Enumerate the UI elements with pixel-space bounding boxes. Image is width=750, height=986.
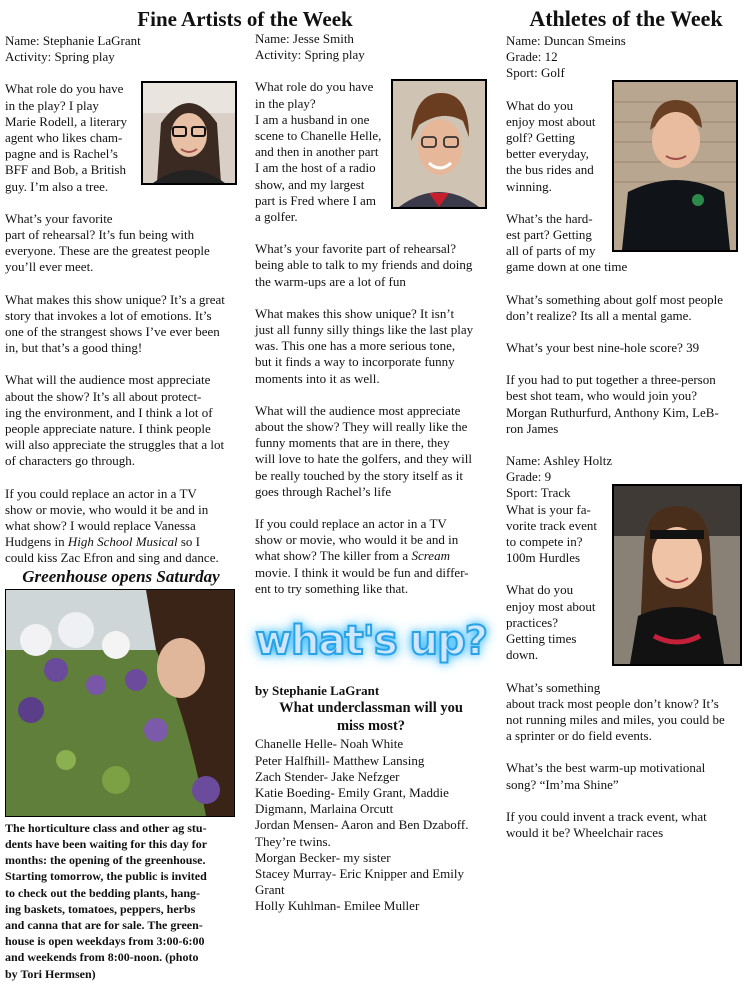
answer-role: What role do you have in the play? I play Marie Rodell, a literary agent who likes cham- pagne and is Rachel’s BFF and Bob, a British guy. I’m also a tree. bbox=[5, 81, 128, 194]
answer-favorite-part: What’s your favorite part of rehearsal? It’s fun being with everyone. These are the greatest people you’ll ever meet. bbox=[5, 210, 210, 275]
whats-up-logo: what's up? bbox=[255, 617, 487, 664]
answer-replace-actor: If you could replace an actor in a TV show or movie, who would it be and in what show? I would replace Vanessa Hudgens in High School Musical so I could kiss Zac Efron and sing and dance. bbox=[5, 485, 219, 566]
photo-stephanie-lagrant bbox=[141, 81, 237, 185]
list-item: Digmann, Marlaina Orcutt bbox=[255, 801, 394, 817]
golf-answer-enjoy: What do you enjoy most about golf? Getting better everyday, the bus rides and winning. bbox=[506, 97, 596, 194]
greenhouse-caption: The horticulture class and other ag stu- dents have been waiting for this day for months: the opening of the greenhouse. Starting tomorrow, the public is invited to check out the bedding plants, hang- ing baskets, tomatoes, peppers, herbs and canna that are for sale. The green- house is open weekdays from 3:00-6:00 and weekends from 8:00-noon. (photo by Tori Hermsen) bbox=[5, 820, 208, 981]
list-item: Stacey Murray- Eric Knipper and Emily bbox=[255, 865, 465, 881]
golf-answer-hardest: What’s the hard- est part? Getting all of parts of my game down at one time bbox=[506, 210, 628, 275]
greenhouse-header: Greenhouse opens Saturday bbox=[22, 566, 220, 586]
profile-activity: Activity: Spring play bbox=[255, 47, 365, 63]
profile-info bbox=[5, 33, 237, 65]
athlete-info: Name: Ashley Holtz Grade: 9 Sport: Track bbox=[506, 453, 613, 501]
column-fine-artists-2 bbox=[255, 31, 487, 915]
list-item: Jordan Mensen- Aaron and Ben Dzaboff. bbox=[255, 817, 469, 833]
athlete-info: Name: Duncan Smeins Grade: 12 Sport: Golf bbox=[506, 33, 626, 81]
byline: by Stephanie LaGrant bbox=[255, 683, 380, 699]
profile-name: Name: Stephanie LaGrant bbox=[5, 33, 141, 48]
track-answer-practices: What do you enjoy most about practices? Getting times down. bbox=[506, 582, 596, 663]
list-item: Holly Kuhlman- Emilee Muller bbox=[255, 898, 420, 914]
track-answer-favorite: What is your fa- vorite track event to compete in? 100m Hurdles bbox=[506, 501, 597, 566]
survey-question: What underclassman will you miss most? bbox=[279, 700, 463, 735]
photo-greenhouse bbox=[5, 589, 235, 817]
golf-answer-score: What’s your best nine-hole score? 39 bbox=[506, 340, 700, 356]
survey-answers bbox=[255, 736, 487, 914]
answer-favorite-part: What’s your favorite part of rehearsal? being able to talk to my friends and doing the warm-ups are a lot of fun bbox=[255, 241, 473, 289]
list-item: Zach Stender- Jake Nefzger bbox=[255, 768, 400, 784]
profile-activity: Activity: Spring play bbox=[5, 49, 115, 65]
list-item: Grant bbox=[255, 882, 285, 898]
answer-unique: What makes this show unique? It’s a great story that invokes a lot of emotions. It’s one of the strangest shows I’ve ever been in, but that’s a good thing! bbox=[5, 291, 225, 356]
golf-answer-realize: What’s something about golf most people don’t realize? Its all a mental game. bbox=[506, 291, 723, 323]
section-header-athletes: Athletes of the Week bbox=[529, 6, 723, 31]
track-answer-song: What’s the best warm-up motivational song? “Im’ma Shine” bbox=[506, 760, 706, 792]
column-athletes bbox=[506, 0, 746, 841]
list-item: They’re twins. bbox=[255, 833, 331, 849]
profile-name: Name: Jesse Smith bbox=[255, 31, 354, 46]
photo-ashley-holtz bbox=[612, 484, 742, 666]
answer-appreciate: What will the audience most appreciate about the show? They will really like the funny moments that are in there, they will love to hate the golfers, and they will be really touched by the story itself as it goes through Rachel’s life bbox=[255, 402, 472, 499]
track-answer-invent: If you could invent a track event, what would it be? Wheelchair races bbox=[506, 808, 707, 840]
answer-appreciate: What will the audience most appreciate about the show? It’s all about protect- ing the environment, and I think a lot of people appreciate nature. I think people will also appreciate the struggles that a lot of characters go through. bbox=[5, 372, 225, 469]
list-item: Morgan Becker- my sister bbox=[255, 849, 391, 865]
golf-answer-team: If you had to put together a three-person best shot team, who would join you? Morgan Ruthurfurd, Anthony Kim, LeB- ron James bbox=[506, 372, 719, 436]
photo-jesse-smith bbox=[391, 79, 487, 209]
section-header-fine-artists: Fine Artists of the Week bbox=[137, 7, 353, 31]
list-item: Chanelle Helle- Noah White bbox=[255, 736, 404, 752]
list-item: Katie Boeding- Emily Grant, Maddie bbox=[255, 784, 449, 800]
answer-unique: What makes this show unique? It isn’t just all funny silly things like the last play was. This one has a more serious tone, but it finds a way to incorporate funny moments into it as well. bbox=[255, 305, 474, 386]
profile-info bbox=[255, 31, 487, 63]
answer-role: What role do you have in the play? I am a husband in one scene to Chanelle Helle, and then in another part I am the host of a radio show, and my largest part is Fred where I am a golfer. bbox=[255, 79, 382, 225]
list-item: Peter Halfhill- Matthew Lansing bbox=[255, 752, 425, 768]
track-answer-know: What’s something about track most people don’t know? It’s not running miles and miles, you could be a sprinter or do field events. bbox=[506, 679, 725, 744]
answer-replace-actor: If you could replace an actor in a TV show or movie, who would it be and in what show? The killer from a Scream movie. I think it would be fun and differ- ent to try something like that. bbox=[255, 516, 469, 596]
photo-duncan-smeins bbox=[612, 80, 738, 252]
